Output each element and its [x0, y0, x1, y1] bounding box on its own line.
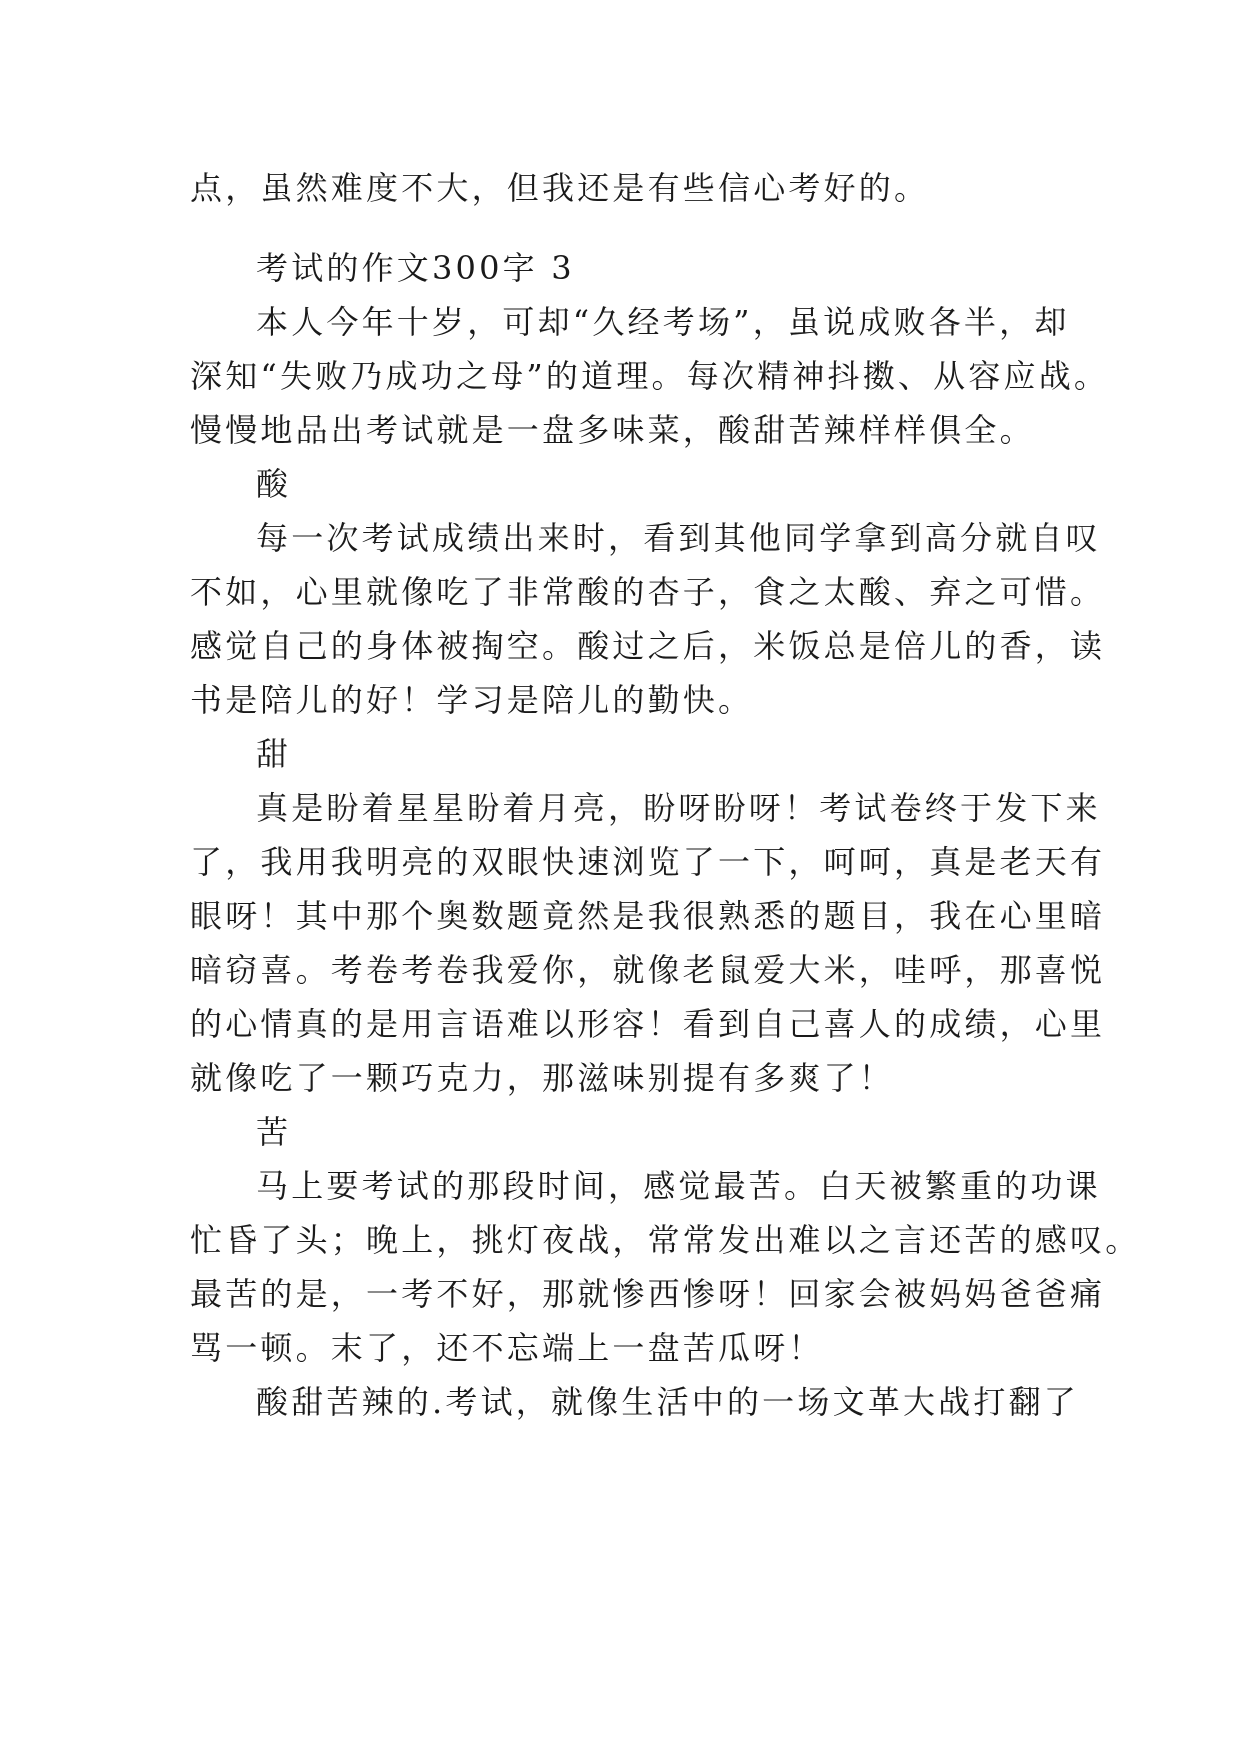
text-line-10: 书是陪儿的好！学习是陪儿的勤快。 [190, 681, 754, 719]
text-line-22: 骂一顿。末了，还不忘端上一盘苦瓜呀！ [190, 1329, 824, 1367]
sub-heading-bitter: 苦 [256, 1113, 292, 1151]
text-line-19: 马上要考试的那段时间，感觉最苦。白天被繁重的功课 [256, 1167, 1101, 1205]
text-line-5: 慢慢地品出考试就是一盘多味菜，酸甜苦辣样样俱全。 [190, 411, 1035, 449]
sub-heading-sour: 酸 [256, 465, 292, 503]
text-line-8: 不如，心里就像吃了非常酸的杏子，食之太酸、弃之可惜。 [190, 573, 1106, 611]
text-line-13: 了，我用我明亮的双眼快速浏览了一下，呵呵，真是老天有 [190, 843, 1106, 881]
text-line-17: 就像吃了一颗巧克力，那滋味别提有多爽了！ [190, 1059, 895, 1097]
sub-heading-sweet: 甜 [256, 735, 292, 773]
text-line-3: 本人今年十岁，可却“久经考场”，虽说成败各半，却 [256, 303, 1070, 341]
text-line-23: 酸甜苦辣的.考试，就像生活中的一场文革大战打翻了 [256, 1383, 1079, 1421]
text-line-15: 暗窃喜。考卷考卷我爱你，就像老鼠爱大米，哇呼，那喜悦 [190, 951, 1106, 989]
text-line-1: 点，虽然难度不大，但我还是有些信心考好的。 [190, 169, 930, 207]
text-line-20: 忙昏了头；晚上，挑灯夜战，常常发出难以之言还苦的感叹。 [190, 1221, 1141, 1259]
text-line-21: 最苦的是，一考不好，那就惨西惨呀！回家会被妈妈爸爸痛 [190, 1275, 1106, 1313]
text-line-7: 每一次考试成绩出来时，看到其他同学拿到高分就自叹 [256, 519, 1101, 557]
section-heading: 考试的作文300字 3 [256, 249, 575, 287]
text-line-16: 的心情真的是用言语难以形容！看到自己喜人的成绩，心里 [190, 1005, 1106, 1043]
text-line-12: 真是盼着星星盼着月亮，盼呀盼呀！考试卷终于发下来 [256, 789, 1101, 827]
text-line-9: 感觉自己的身体被掏空。酸过之后，米饭总是倍儿的香，读 [190, 627, 1106, 665]
text-line-4: 深知“失败乃成功之母”的道理。每次精神抖擞、从容应战。 [190, 357, 1110, 395]
text-line-14: 眼呀！其中那个奥数题竟然是我很熟悉的题目，我在心里暗 [190, 897, 1106, 935]
